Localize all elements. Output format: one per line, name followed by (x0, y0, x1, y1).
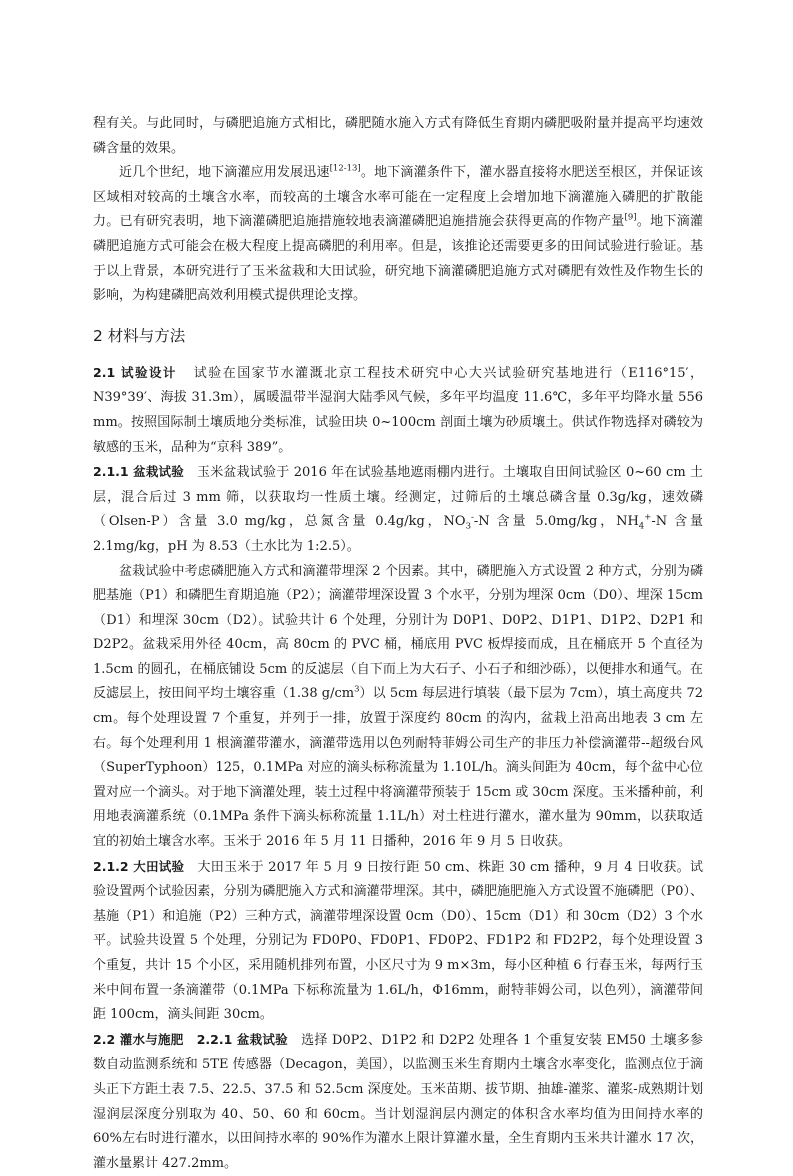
paragraph-pot-design (93, 560, 703, 855)
text: 近几个世纪，地下滴灌应用发展迅速 (119, 165, 330, 181)
subsection-heading: 2.1 试验设计 (93, 364, 177, 380)
paragraph-field-experiment (93, 855, 703, 1028)
superscript: - (471, 512, 474, 523)
text: -N 含量 2.1mg/kg，pH 为 8.53（土水比为 1:2.5）。 (93, 514, 703, 554)
superscript: + (644, 512, 652, 523)
text: 选择 D0P2、D1P2 和 D2P2 处理各 1 个重复安装 EM50 土壤多参数自动监测系统和 5TE 传感器（Decagon，美国），以监测玉米生育期内土壤含水率变化，监测点位于滴头正下方距土表 7.5、22.5、37.5 和 52.5cm 深度处。玉米苗期、拔节期、抽雄-灌浆、灌浆-成熟期计划湿润层深度分别取为 40、50、60 和 60cm。当计划湿润层内测定的体积含水率均值为田间持水率的 60%左右时进行灌水，以田间持水率的 90%作为灌水上限计算灌水量，全生育期内玉米共计灌水 17 次，灌水量累计 427.2mm。 (93, 1032, 704, 1171)
superscript: 3 (354, 685, 360, 696)
section-heading: 2 材料与方法 (93, 326, 186, 345)
text: 盆栽试验中考虑磷肥施入方式和滴灌带埋深 2 个因素。其中，磷肥施入方式设置 2 种方式，分别为磷肥基施（P1）和磷肥生育期追施（P2）；滴灌带埋深设置 3 个水平，分别为埋深 0cm（D0）、埋深 15cm（D1）和埋深 30cm（D2）。试验共计 6 个处理，分别计为 D0P1、D0P2、D1P1、D1P2、D2P1 和 D2P2。盆栽采用外径 40cm，高 80cm 的 PVC 桶，桶底用 PVC 板焊接而成，且在桶底开 5 个直径为 1.5cm 的圆孔，在桶底铺设 5cm 的反滤层（自下而上为大石子、小石子和细沙砾），以便排水和通气。在反滤层上，按田间平均土壤容重（1.38 g/cm (93, 563, 703, 702)
subscript: 4 (638, 521, 645, 532)
subsection-heading: 2.2 灌水与施肥 (93, 1031, 184, 1047)
text: 玉米盆栽试验于 2016 年在试验基地遮雨棚内进行。土壤取自田间试验区 0~60 cm 土层，混合后过 3 mm 筛，以获取均一性质土壤。经测定，过筛后的土壤总磷含量 0.3g/kg，速效磷（Olsen-P）含量 3.0 mg/kg，总氮含量 0.4g/kg，NO (93, 465, 703, 530)
text: 。地下滴灌磷肥追施方式可能会在极大程度上提高磷肥的利用率。但是，该推论还需要更多的田间试验进行验证。基于以上背景，本研究进行了玉米盆栽和大田试验，研究地下滴灌磷肥追施方式对磷肥有效性及作物生长的影响，为构建磷肥高效利用模式提供理论支撑。 (93, 214, 703, 304)
text: 大田玉米于 2017 年 5 月 9 日按行距 50 cm、株距 30 cm 播种，9 月 4 日收获。试验设置两个试验因素，分别为磷肥施入方式和滴灌带埋深。其中，磷肥施肥施入方式设置不施磷肥（P0）、基施（P1）和追施（P2）三种方式，滴灌带埋深设置 0cm（D0）、15cm（D1）和 30cm（D2）3 个水平。试验共设置 5 个处理，分别记为 FD0P0、FD0P1、FD0P2、FD1P2 和 FD2P2，每个处理设置 3 个重复，共计 15 个小区，采用随机排列布置，小区尺寸为 9 m×3m，每小区种植 6 行春玉米，每两行玉米中间布置一条滴灌带（0.1MPa 下标称流量为 1.6L/h，Φ16mm，耐特菲姆公司，以色列），滴灌带间距 100cm，滴头间距 30cm。 (93, 859, 703, 1023)
page-body (93, 112, 703, 1176)
subsection-heading: 2.1.2 大田试验 (93, 858, 185, 874)
paragraph-subsurface-drip (93, 161, 703, 309)
subscript: 3 (465, 521, 472, 532)
subsection-heading: 2.1.1 盆栽试验 (93, 464, 184, 480)
citation: [12-13] (329, 163, 361, 174)
citation: [9] (624, 213, 637, 224)
text: -N 含量 5.0mg/kg，NH (473, 514, 639, 530)
text: 。地下滴灌条件下，灌水器直接将水肥送至根区，并保证该区域相对较高的土壤含水率，而较高的土壤含水率可能在一定程度上会增加地下滴灌施入磷肥的扩散能力。已有研究表明，地下滴灌磷肥追施措施较地表滴灌磷肥追施措施会获得更高的作物产量 (93, 165, 703, 230)
paragraph-irrigation-fertilization (93, 1028, 703, 1176)
subsection-heading: 2.2.1 盆栽试验 (196, 1031, 288, 1047)
paragraph-pot-experiment (93, 460, 703, 559)
paragraph-intro-end: 程有关。与此同时，与磷肥追施方式相比，磷肥随水施入方式有降低生育期内磷肥吸附量并提高平均速效磷含量的效果。 (93, 116, 703, 156)
paragraph-experiment-design (93, 361, 703, 460)
text: 试验在国家节水灌溉北京工程技术研究中心大兴试验研究基地进行（E116°15′，N39°39′、海拔 31.3m），属暖温带半湿润大陆季风气候，多年平均温度 11.6℃，多年平均降水量 556 mm。按照国际制土壤质地分类标准，试验田块 0~100cm 剖面土壤为砂质壤土。供试作物选择对磷较为敏感的玉米，品种为“京科 389”。 (93, 365, 703, 455)
text: ）以 5cm 每层进行填装（最下层为 7cm），填土高度共 72 cm。每个处理设置 7 个重复，并列于一排，放置于深度约 80cm 的沟内，盆栽上沿高出地表 3 cm 左右。每个处理利用 1 根滴灌带灌水，滴灌带选用以色列耐特菲姆公司生产的非压力补偿滴灌带--超级台风（SuperTyphoon）125，0.1MPa 对应的滴头标称流量为 1.10L/h。滴头间距为 40cm，每个盆中心位置对应一个滴头。对于地下滴灌处理，装土过程中将滴灌带预装于 15cm 或 30cm 深度。玉米播种前，利用地表滴灌系统（0.1MPa 条件下滴头标称流量 1.1L/h）对土柱进行灌水，灌水量为 90mm，以获取适宜的初始土壤含水率。玉米于 2016 年 5 月 11 日播种，2016 年 9 月 5 日收获。 (93, 686, 703, 850)
